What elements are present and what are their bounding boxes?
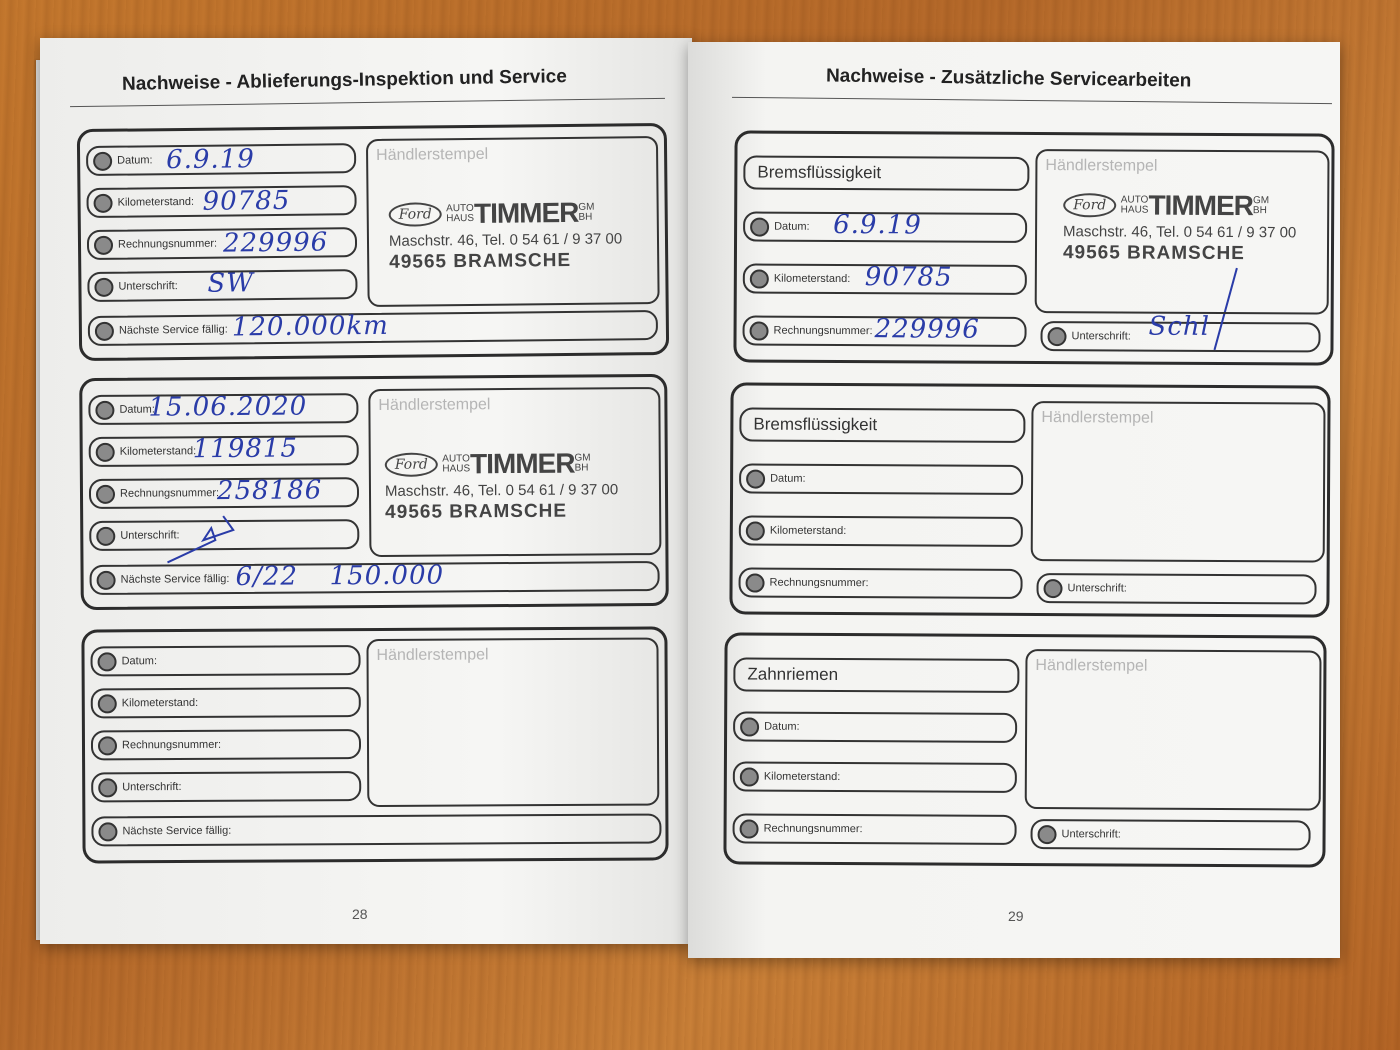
service-block-2 [79, 374, 669, 610]
us-label: Unterschrift: [1061, 828, 1121, 841]
handwritten-rn: 229996 [222, 227, 329, 259]
handwritten-next-service: 120.000km [231, 310, 389, 343]
handwritten-datum: 15.06.2020 [148, 391, 308, 423]
rn-label: Rechnungsnummer: [763, 822, 863, 836]
checkbox-icon [1047, 327, 1066, 346]
checkbox-icon [96, 484, 115, 503]
handwritten-next-date: 6/22 [235, 561, 299, 592]
km-label: Kilometerstand: [121, 696, 199, 710]
checkbox-icon [98, 652, 117, 671]
stamp-label: Händlerstempel [376, 646, 489, 664]
checkbox-icon [93, 151, 112, 170]
haendlerstempel-box [1035, 149, 1330, 315]
rn-label: Rechnungsnummer: [117, 237, 218, 251]
service-block-1 [77, 123, 669, 361]
rn-label: Rechnungsnummer: [121, 738, 222, 752]
datum-label: Datum: [764, 720, 800, 733]
handwritten-rn: 229996 [874, 314, 980, 345]
km-label: Kilometerstand: [117, 195, 195, 209]
next-label: Nächste Service fällig: [122, 824, 232, 838]
haendlerstempel-box [366, 136, 660, 307]
checkbox-icon [98, 778, 117, 797]
right-page-title: Nachweise - Zusätzliche Servicearbeiten [825, 65, 1192, 92]
checkbox-icon [98, 694, 117, 713]
rn-label: Rechnungsnummer: [119, 487, 220, 500]
page-number-right: 29 [1008, 908, 1024, 924]
unterschrift-field[interactable] [1030, 819, 1310, 850]
datum-field[interactable] [90, 645, 360, 676]
handwritten-next-km: 150.000 [329, 560, 445, 592]
handwritten-signature: SW [207, 268, 255, 299]
checkbox-icon [98, 822, 117, 841]
left-page-title: Nachweise - Ablieferungs-Inspektion und Service [121, 66, 567, 95]
haendlerstempel-box [1025, 649, 1322, 811]
us-label: Unterschrift: [122, 781, 182, 794]
checkbox-icon [94, 277, 113, 296]
ford-logo: Ford [1063, 193, 1116, 217]
datum-field[interactable] [733, 711, 1017, 742]
right-page [688, 42, 1340, 958]
next-label: Nächste Service fällig: [118, 323, 228, 337]
datum-label: Datum: [774, 220, 810, 233]
extra-service-block-1 [733, 130, 1334, 365]
checkbox-icon [98, 736, 117, 755]
checkbox-icon [750, 269, 769, 288]
checkbox-icon [746, 573, 765, 592]
km-label: Kilometerstand: [769, 524, 847, 538]
title-rule [70, 98, 665, 107]
kilometerstand-field[interactable] [733, 761, 1017, 792]
rechnungsnummer-field[interactable] [733, 813, 1017, 844]
datum-label: Datum: [117, 154, 153, 167]
us-label: Unterschrift: [118, 280, 178, 293]
handwritten-km: 90785 [864, 262, 953, 293]
haendlerstempel-box [368, 387, 661, 557]
datum-field[interactable] [739, 463, 1023, 494]
checkbox-icon [740, 819, 759, 838]
km-label: Kilometerstand: [763, 770, 841, 784]
handwritten-km: 119815 [192, 433, 299, 465]
us-label: Unterschrift: [1067, 582, 1127, 595]
checkbox-icon [740, 767, 759, 786]
us-label: Unterschrift: [1071, 330, 1131, 343]
kilometerstand-field[interactable] [739, 515, 1023, 546]
handwritten-datum: 6.9.19 [833, 209, 922, 241]
checkbox-icon [94, 235, 113, 254]
checkbox-icon [740, 717, 759, 736]
handwritten-datum: 6.9.19 [165, 144, 255, 176]
left-page [40, 38, 692, 944]
ford-logo: Ford [385, 453, 438, 477]
checkbox-icon [1043, 579, 1062, 598]
checkbox-icon [93, 193, 112, 212]
handwritten-rn: 258186 [216, 475, 323, 507]
service-name-field[interactable]: Bremsflüssigkeit [739, 407, 1025, 442]
extra-service-block-3 [723, 632, 1326, 867]
checkbox-icon [96, 442, 115, 461]
handwritten-km: 90785 [202, 185, 291, 217]
title-rule [732, 97, 1332, 104]
dealer-stamp: Ford AUTO HAUSTIMMERGM BH Maschstr. 46, Tel. 0 54 61 / 9 37 00 49565 BRAMSCHE [388, 196, 623, 273]
rechnungsnummer-field[interactable] [91, 729, 361, 760]
rn-label: Rechnungsnummer: [773, 324, 873, 338]
checkbox-icon [750, 321, 769, 340]
datum-label: Datum: [121, 655, 158, 668]
page-number-left: 28 [352, 906, 368, 922]
stamp-label: Händlerstempel [376, 145, 489, 164]
km-label: Kilometerstand: [773, 272, 851, 286]
service-name-field[interactable]: Bremsflüssigkeit [743, 155, 1029, 190]
stamp-label: Händlerstempel [1045, 157, 1158, 175]
km-label: Kilometerstand: [119, 445, 197, 458]
checkbox-icon [750, 217, 769, 236]
stamp-label: Händlerstempel [1035, 657, 1148, 675]
us-label: Unterschrift: [120, 529, 180, 542]
datum-label: Datum: [770, 472, 806, 485]
checkbox-icon [95, 400, 114, 419]
haendlerstempel-box [1031, 401, 1326, 563]
checkbox-icon [97, 570, 116, 589]
stamp-label: Händlerstempel [378, 396, 491, 414]
service-block-3 [81, 626, 668, 863]
datum-label: Datum: [119, 403, 155, 416]
extra-service-block-2 [729, 382, 1330, 617]
stamp-label: Händlerstempel [1041, 409, 1154, 427]
next-label: Nächste Service fällig: [120, 573, 230, 586]
rn-label: Rechnungsnummer: [769, 576, 869, 590]
handwritten-signature: Schl [1148, 311, 1211, 342]
haendlerstempel-box [366, 638, 659, 808]
ford-logo: Ford [389, 203, 442, 228]
service-name-field[interactable]: Zahnriemen [733, 657, 1019, 692]
unterschrift-field[interactable] [1036, 573, 1316, 604]
checkbox-icon [1038, 825, 1057, 844]
checkbox-icon [95, 321, 114, 340]
checkbox-icon [746, 469, 765, 488]
naechster-service-field[interactable] [91, 814, 661, 847]
checkbox-icon [96, 526, 115, 545]
unterschrift-field[interactable] [91, 771, 361, 802]
rechnungsnummer-field[interactable] [738, 567, 1022, 598]
dealer-stamp: Ford AUTO HAUSTIMMERGM BH Maschstr. 46, Tel. 0 54 61 / 9 37 00 49565 BRAMSCHE [1062, 189, 1297, 265]
kilometerstand-field[interactable] [91, 687, 361, 718]
dealer-stamp: Ford AUTO HAUSTIMMERGM BH Maschstr. 46, Tel. 0 54 61 / 9 37 00 49565 BRAMSCHE [384, 447, 619, 523]
checkbox-icon [746, 521, 765, 540]
